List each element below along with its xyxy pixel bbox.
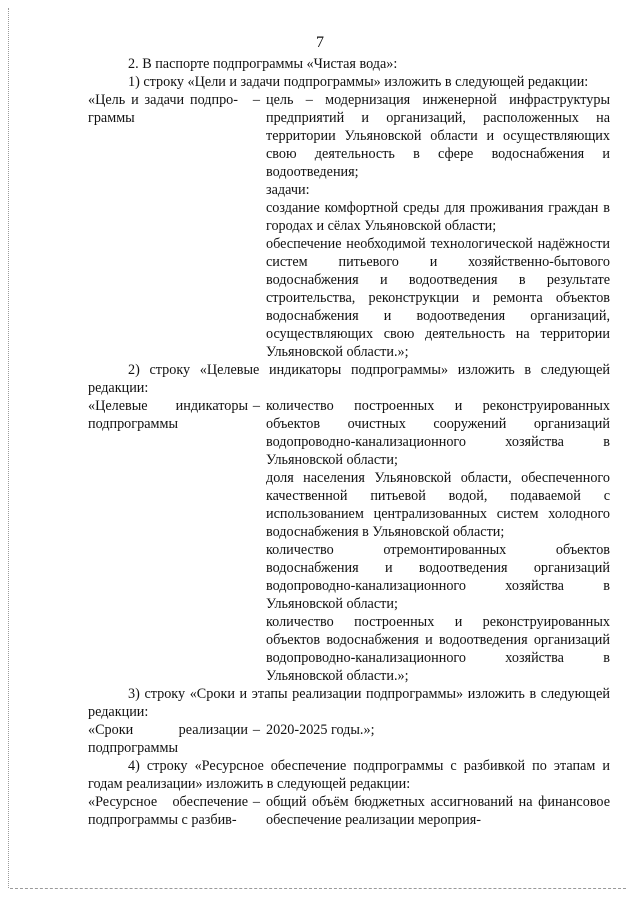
- sub1-value: [266, 91, 610, 361]
- sub1-label-text: «Цель и задачи подпро-граммы: [88, 92, 238, 126]
- sub4-intro: 4) строку «Ресурсное обеспечение подпрограммы с разбивкой по этапам и годам реализации» изложить в следующей редакции:: [88, 758, 610, 792]
- sub2-para-1: количество построенных и реконструированных объектов очистных сооружений организаций водопроводно-канализационного хозяйства в Ульяновской области;: [266, 398, 610, 468]
- sub3-value: [266, 721, 610, 739]
- sub2-para-4: количество построенных и реконструированных объектов водоснабжения и водоотведения организаций водопроводно-канализационного хозяйства в Ульяновской области.»;: [266, 614, 610, 684]
- sub1-dash: –: [252, 92, 260, 108]
- scan-edge-line: [8, 8, 10, 888]
- sub1-label: [88, 91, 266, 127]
- sub3-intro: 3) строку «Сроки и этапы реализации подпрограммы» изложить в следующей редакции:: [88, 686, 610, 720]
- sub2-intro: 2) строку «Целевые индикаторы подпрограммы» изложить в следующей редакции:: [88, 362, 610, 396]
- sub2-para-3: количество отремонтированных объектов водоснабжения и водоотведения организаций водопроводно-канализационного хозяйства в Ульяновской области;: [266, 542, 610, 612]
- sub3-value-text: 2020-2025 годы.»;: [266, 722, 375, 738]
- sub4-row: [88, 793, 610, 829]
- scan-bottom-line: [10, 888, 626, 889]
- sub1-para-goal: цель – модернизация инженерной инфраструктуры предприятий и организаций, расположенных на территории Ульяновской области и осуществляющих свою деятельность в сфере водоснабжения и водоотведения;: [266, 92, 610, 180]
- sub2-label: [88, 397, 266, 433]
- sub3-label-text: «Сроки реализации подпрограммы: [88, 722, 248, 756]
- sub2-row: [88, 397, 610, 685]
- sub3-row: [88, 721, 610, 757]
- sub2-para-2: доля населения Ульяновской области, обеспеченного качественной питьевой водой, подаваемой с использованием централизованных систем холодного водоснабжения в Ульяновской области;: [266, 470, 610, 540]
- sub4-dash: –: [252, 794, 260, 810]
- sub3-label: [88, 721, 266, 757]
- sub4-label: [88, 793, 266, 829]
- sub2-dash: –: [252, 398, 260, 414]
- page-number: 7: [316, 34, 324, 51]
- sub4-value: [266, 793, 610, 829]
- sub1-para-tasks: задачи:: [266, 182, 310, 198]
- sub4-value-text: общий объём бюджетных ассигнований на финансовое обеспечение реализации мероприя-: [266, 794, 610, 828]
- document-body: [88, 55, 610, 829]
- item-2-heading: 2. В паспорте подпрограммы «Чистая вода»:: [128, 56, 398, 72]
- sub4-label-text: «Ресурсное обеспечение подпрограммы с разбив-: [88, 794, 248, 828]
- sub1-para-reliability: обеспечение необходимой технологической надёжности систем питьевого и хозяйственно-бытового водоснабжения и водоотведения в результате строительства, реконструкции и ремонта объектов водоснабжения и водоотведения организаций, осуществляющих свою деятельность на территории Ульяновской области.»;: [266, 236, 610, 360]
- sub3-dash: –: [252, 722, 260, 738]
- sub1-row: [88, 91, 610, 361]
- sub1-intro: 1) строку «Цели и задачи подпрограммы» изложить в следующей редакции:: [128, 74, 589, 90]
- sub2-label-text: «Целевые индикаторы подпрограммы: [88, 398, 248, 432]
- sub2-value: [266, 397, 610, 685]
- sub1-para-comfort: создание комфортной среды для проживания граждан в городах и сёлах Ульяновской области;: [266, 200, 610, 234]
